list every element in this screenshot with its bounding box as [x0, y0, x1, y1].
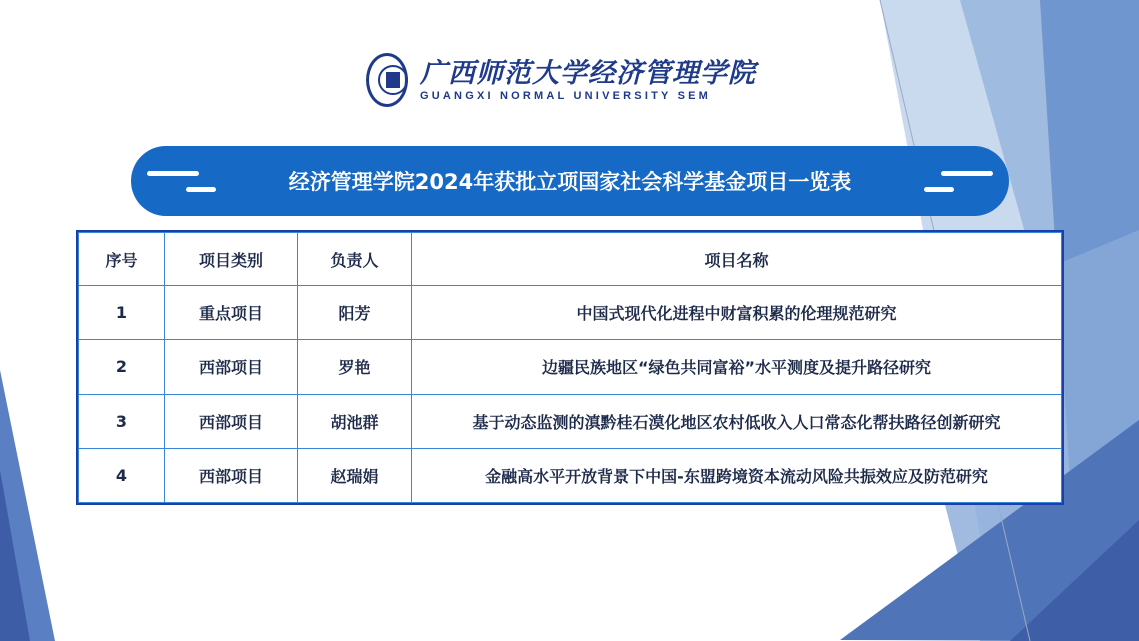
cell-leader: 赵瑞娟 [298, 448, 412, 502]
column-header-category: 项目类别 [165, 233, 298, 286]
cell-category: 西部项目 [165, 340, 298, 394]
table-header-row [79, 233, 1062, 286]
column-header-project-name: 项目名称 [412, 233, 1062, 286]
decor-dash [147, 171, 199, 176]
page-title: 经济管理学院2024年获批立项国家社会科学基金项目一览表 [288, 170, 852, 194]
cell-category: 西部项目 [165, 448, 298, 502]
cell-leader: 阳芳 [298, 286, 412, 340]
cell-category: 西部项目 [165, 394, 298, 448]
cell-index: 3 [79, 394, 165, 448]
title-banner [131, 146, 1009, 216]
cell-leader: 罗艳 [298, 340, 412, 394]
table-row [79, 394, 1062, 448]
table-row [79, 286, 1062, 340]
cell-category: 重点项目 [165, 286, 298, 340]
decor-dash [941, 171, 993, 176]
table-row [79, 340, 1062, 394]
cell-index: 2 [79, 340, 165, 394]
project-table [76, 230, 1064, 505]
cell-index: 4 [79, 448, 165, 502]
cell-project-name: 基于动态监测的滇黔桂石漠化地区农村低收入人口常态化帮扶路径创新研究 [412, 394, 1062, 448]
cell-index: 1 [79, 286, 165, 340]
table-row [79, 448, 1062, 502]
cell-leader: 胡池群 [298, 394, 412, 448]
decor-dash [186, 187, 216, 192]
cell-project-name: 边疆民族地区“绿色共同富裕”水平测度及提升路径研究 [412, 340, 1062, 394]
university-seal-icon [366, 53, 408, 107]
logo-english-name: GUANGXI NORMAL UNIVERSITY SEM [420, 90, 712, 102]
cell-project-name: 中国式现代化进程中财富积累的伦理规范研究 [412, 286, 1062, 340]
cell-project-name: 金融高水平开放背景下中国-东盟跨境资本流动风险共振效应及防范研究 [412, 448, 1062, 502]
column-header-leader: 负责人 [298, 233, 412, 286]
decor-dash [924, 187, 954, 192]
university-logo [366, 52, 756, 108]
column-header-index: 序号 [79, 233, 165, 286]
logo-chinese-name: 广西师范大学经济管理学院 [420, 58, 756, 89]
